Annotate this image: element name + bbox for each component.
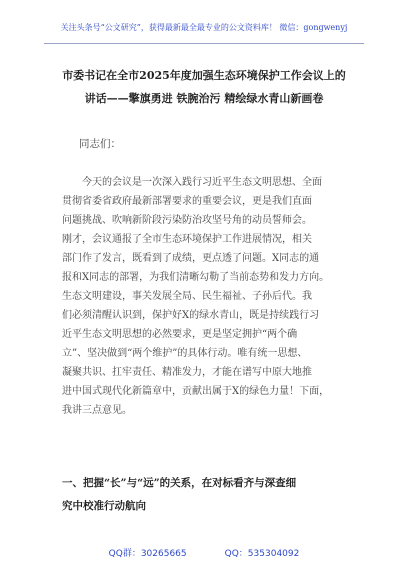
salutation: 同志们： — [79, 138, 121, 150]
footer-qq: QQ：535304092 — [224, 549, 300, 559]
section-heading-line: 一、把握“长”与“远”的关系，在对标看齐与深查细 — [62, 477, 297, 489]
body-paragraph — [62, 173, 348, 420]
document-title — [44, 64, 364, 110]
body-line: 进中国式现代化新篇章中，贡献出属于X的绿色力量！下面， — [62, 386, 330, 397]
section-heading-line: 究中校准行动航向 — [62, 500, 146, 512]
footer-contact — [0, 546, 408, 559]
body-line: 我讲三点意见。 — [62, 405, 132, 416]
title-line: 市委书记在全市2025年度加强生态环境保护工作会议上的 — [62, 69, 346, 82]
header-divider — [44, 43, 364, 44]
footer-qq-group: QQ群：30265665 — [108, 549, 187, 559]
body-line: 凝聚共识、扛牢责任、精准发力，才能在谱写中原大地推 — [62, 367, 312, 378]
body-line: 问题挑战、吹响新阶段污染防治攻坚号角的动员誓师会。 — [62, 215, 312, 226]
body-line: 刚才，会议通报了全市生态环境保护工作进展情况，相关 — [62, 234, 312, 245]
body-line: 立”、坚决做到“两个维护”的具体行动。唯有统一思想、 — [62, 348, 308, 359]
body-line: 今天的会议是一次深入践行习近平生态文明思想、全面 — [82, 177, 322, 188]
body-line: 生态文明建设，事关发展全局、民生福祉、子孙后代。我 — [62, 291, 312, 302]
title-line: 讲话——擎旗勇进 铁腕治污 精绘绿水青山新画卷 — [84, 92, 324, 105]
body-line: 贯彻省委省政府最新部署要求的重要会议，更是我们直面 — [62, 196, 312, 207]
body-line: 们必须清醒认识到，保护好X的绿水青山，既是持续践行习 — [62, 310, 320, 321]
header-notice: 关注头条号“公文研究”，获得最新最全最专业的公文资料库！ 微信：gongwenyj — [60, 23, 348, 32]
body-line: 部门作了发言，既看到了成绩，更点透了问题。X同志的通 — [62, 253, 320, 264]
body-line: 近平生态文明思想的必然要求，更是坚定拥护“两个确 — [62, 329, 298, 340]
section-heading — [62, 472, 352, 518]
body-line: 报和X同志的部署，为我们清晰勾勒了当前态势和发力方向。 — [62, 272, 330, 283]
